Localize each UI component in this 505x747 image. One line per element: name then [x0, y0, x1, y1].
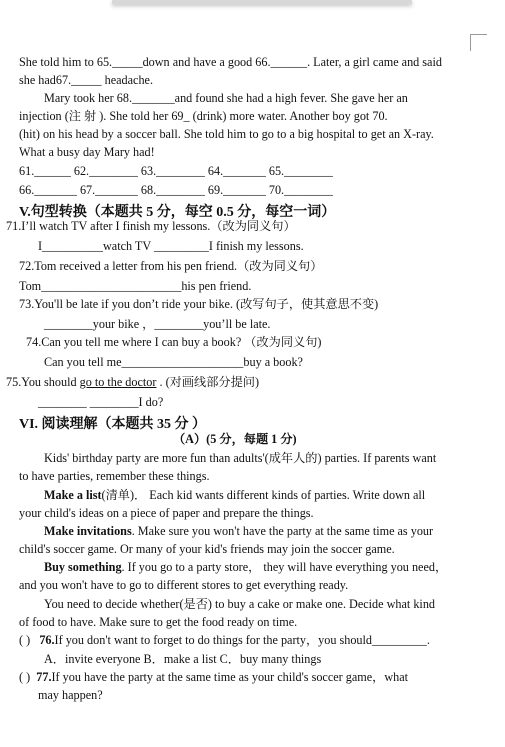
passage-line-6: What a busy day Mary had!: [19, 145, 155, 159]
question-72-blank: Tom_______________________his pen friend.: [19, 279, 252, 293]
part-a-heading: （A）(5 分，每题 1 分): [173, 432, 297, 446]
question-74-blank: Can you tell me____________________buy a book?: [44, 355, 303, 369]
answer-row-61-65: 61.______ 62.________ 63.________ 64._______ 65.________: [19, 164, 333, 178]
reading-line-2: to have parties, remember these things.: [19, 469, 210, 483]
question-75: 75.You should go to the doctor . (对画线部分提问): [6, 375, 260, 389]
passage-line-4: injection (注 射 ). She told her 69_ (drink) more water. Another boy got 70.: [19, 109, 388, 123]
reading-line-5: Make invitations. Make sure you won't have the party at the same time as your: [44, 524, 434, 538]
answer-bracket[interactable]: ( ): [19, 670, 31, 684]
reading-line-7: Buy something. If you go to a party store， they will have everything you need，: [44, 560, 448, 574]
reading-line-4: your child's ideas on a piece of paper and prepare the things.: [19, 506, 314, 520]
answer-bracket[interactable]: ( ): [19, 633, 31, 647]
section-v-heading: V.句型转换（本题共 5 分，每空 0.5 分，每空一词）: [19, 205, 336, 220]
passage-line-3: Mary took her 68._______and found she had a high fever. She gave her an: [44, 91, 408, 105]
reading-line-10: of food to have. Make sure to get the food ready on time.: [19, 615, 298, 629]
window-top-bar: [112, 0, 412, 4]
section-vi-heading: VI. 阅读理解（本题共 35 分 ）: [19, 417, 207, 432]
question-71-blank: I__________watch TV _________I finish my lessons.: [38, 239, 304, 253]
question-77-continued: may happen?: [38, 688, 103, 702]
reading-line-9: You need to decide whether(是否) to buy a cake or make one. Decide what kind: [44, 597, 436, 611]
question-71: 71.I’ll watch TV after I finish my lessons.（改为同义句）: [6, 219, 296, 233]
passage-line-2: she had67._____ headache.: [19, 73, 154, 87]
question-75-blank: ________ ________I do?: [38, 395, 164, 409]
question-72: 72.Tom received a letter from his pen friend.（改为同义句）: [19, 259, 323, 273]
question-76-options: A．invite everyone B．make a list C．buy many things: [44, 652, 322, 666]
passage-line-1: She told him to 65._____down and have a good 66.______. Later, a girl came and said: [19, 55, 442, 69]
reading-line-6: child's soccer game. Or many of your kid's friends may join the soccer game.: [19, 542, 395, 556]
question-73: 73.You'll be late if you don’t ride your bike. (改写句子，使其意思不变): [19, 297, 379, 311]
reading-line-1: Kids' birthday party are more fun than adults'(成年人的) parties. If parents want: [44, 451, 437, 465]
answer-row-66-70: 66._______ 67._______ 68.________ 69._______ 70.________: [19, 183, 333, 197]
question-74: 74.Can you tell me where I can buy a book? （改为同义句): [26, 335, 322, 349]
question-73-blank: ________your bike ，________you’ll be late.: [44, 317, 271, 331]
page-corner-mark: [470, 34, 487, 51]
question-76: ( ) 76.If you don't want to forget to do things for the party，you should_________.: [19, 633, 430, 647]
passage-line-5: (hit) on his head by a soccer ball. She told him to go to a big hospital to get an X-ray.: [19, 127, 434, 141]
question-77: ( ) 77.If you have the party at the same time as your child's soccer game，what: [19, 670, 409, 684]
reading-line-3: Make a list(清单)． Each kid wants different kinds of parties. Write down all: [44, 488, 426, 502]
reading-line-8: and you won't have to go to different stores to get everything ready.: [19, 578, 349, 592]
